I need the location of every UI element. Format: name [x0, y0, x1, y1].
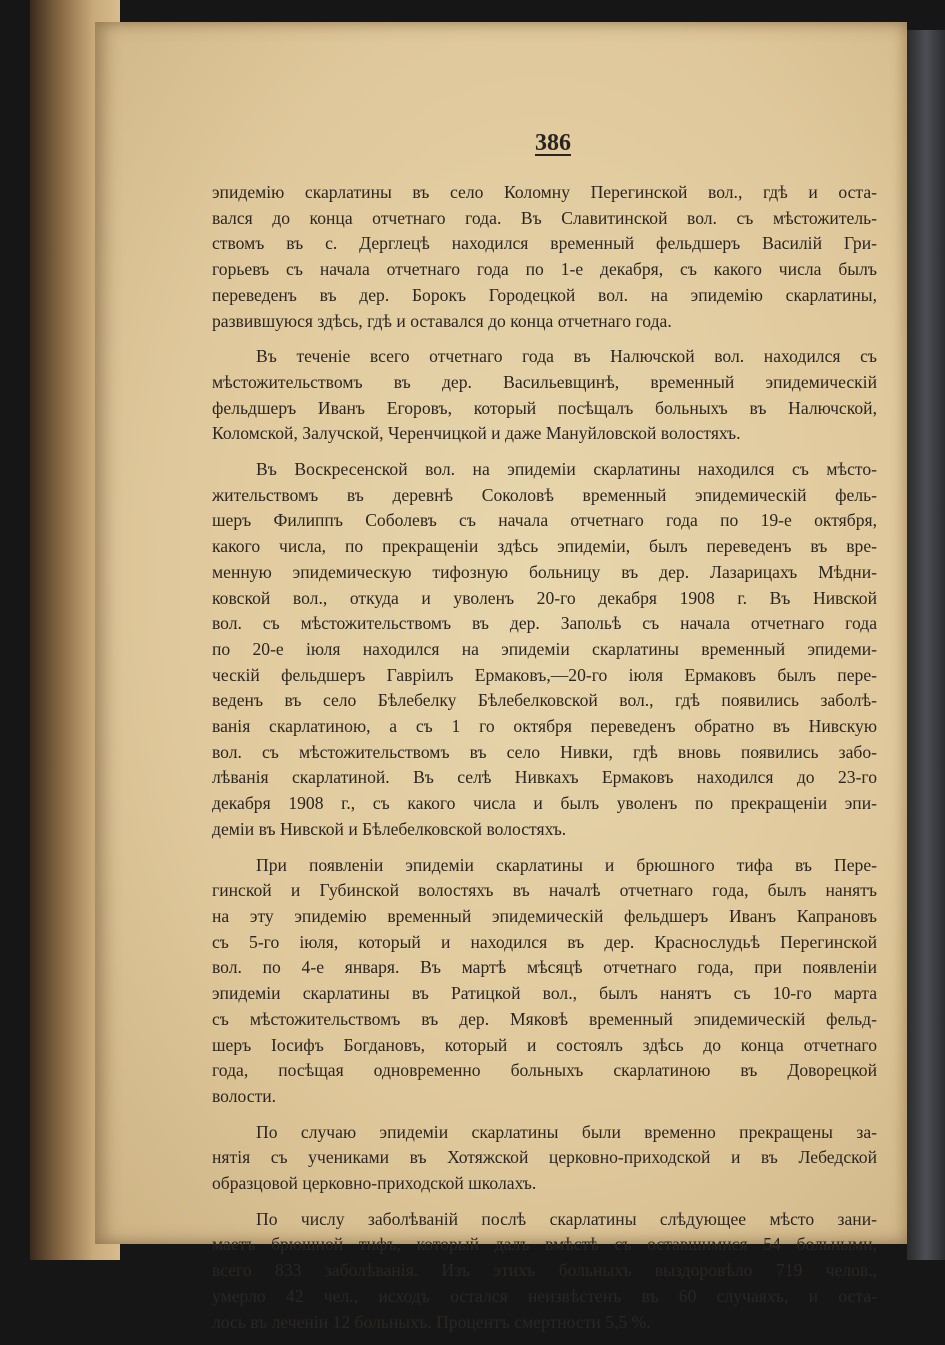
text-line: эпидеміи скарлатины въ Ратицкой вол., былъ нанятъ съ 10-го марта: [212, 983, 877, 1004]
text-line: горьевъ съ начала отчетнаго года по 1-е декабря, съ какого числа былъ: [212, 259, 877, 280]
text-line: декабря 1908 г., съ какого числа и былъ уволенъ по прекращеніи эпи-: [212, 793, 877, 814]
text-line: Коломской, Залучской, Черенчицкой и даже Мануйловской волостяхъ.: [212, 423, 741, 444]
text-line: эпидемію скарлатины въ село Коломну Перегинской вол., гдѣ и оста-: [212, 182, 877, 202]
page-number: 386: [535, 130, 571, 156]
text-line: съ мѣстожительствомъ въ дер. Мяковѣ временный эпидемическій фельд-: [212, 1008, 877, 1029]
text-line: умерло 42 чел., исходъ остался неизвѣстенъ въ 60 случаяхъ, и оста-: [212, 1285, 877, 1306]
text-line: гинской и Губинской волостяхъ въ началѣ отчетнаго года, былъ нанятъ: [212, 880, 877, 901]
paragraph-5: [212, 1120, 877, 1197]
page-body: [212, 180, 877, 1345]
text-line: всего 833 заболѣванія. Изъ этихъ больныхъ выздоровѣло 719 челов.,: [212, 1260, 877, 1281]
text-line: ческій фельдшеръ Гавріилъ Ермаковъ,—20-го іюля Ермаковъ былъ пере-: [212, 664, 877, 685]
text-line: вался до конца отчетнаго года. Въ Славитинской вол. съ мѣстожитель-: [212, 207, 877, 228]
text-line: лось въ леченіи 12 больныхъ. Процентъ смертности 5,5 %.: [212, 1311, 651, 1332]
text-line: При появленіи эпидеміи скарлатины и брюшного тифа въ Пере-: [256, 854, 877, 875]
scanner-background-strip: [907, 30, 945, 1260]
text-line: шеръ Филиппъ Соболевъ съ начала отчетнаго года по 19-е октября,: [212, 510, 877, 531]
paragraph-2: [212, 344, 877, 447]
paragraph-6: [212, 1207, 877, 1336]
text-line: веденъ въ село Бѣлебелку Бѣлебелковской вол., гдѣ появились заболѣ-: [212, 690, 877, 711]
text-line: ванія скарлатиною, а съ 1 го октября переведенъ обратно въ Нивскую: [212, 716, 877, 737]
text-line: на эту эпидемію временный эпидемическій фельдшеръ Иванъ Капрановъ: [212, 905, 877, 926]
text-line: Въ теченіе всего отчетнаго года въ Налючской вол. находился съ: [256, 346, 877, 367]
text-line: вол. по 4-е января. Въ мартѣ мѣсяцѣ отчетнаго года, при появленіи: [212, 957, 877, 978]
text-line: жительствомъ въ деревнѣ Соколовѣ временный эпидемическій фель-: [212, 484, 877, 505]
text-line: ствомъ въ с. Дерглецѣ находился временный фельдшеръ Василій Гри-: [212, 233, 877, 254]
text-line: съ 5-го іюля, который и находился въ дер. Краснослудьѣ Перегинской: [212, 931, 877, 952]
text-line: года, посѣщая одновременно больныхъ скарлатиною въ Доворецкой: [212, 1060, 877, 1081]
paragraph-1: [212, 180, 877, 334]
paragraph-3: [212, 457, 877, 843]
text-line: ковской вол., откуда и уволенъ 20-го декабря 1908 г. Въ Нивской: [212, 587, 877, 608]
text-line: образцовой церковно-приходской школахъ.: [212, 1173, 537, 1194]
text-line: маетъ брюшной тифъ, который далъ вмѣстѣ съ оставшимися 54 больными,: [212, 1234, 877, 1255]
text-line: По случаю эпидеміи скарлатины были временно прекращены за-: [256, 1121, 877, 1142]
text-line: вол. съ мѣстожительствомъ въ село Нивки, гдѣ вновь появились забо-: [212, 741, 877, 762]
text-line: по 20-е іюля находился на эпидеміи скарлатины временный эпидеми-: [212, 638, 877, 659]
text-line: мѣстожительствомъ въ дер. Васильевщинѣ, временный эпидемическій: [212, 371, 877, 392]
paragraph-4: [212, 853, 877, 1110]
text-line: шеръ Іосифъ Богдановъ, который и состоялъ здѣсь до конца отчетнаго: [212, 1034, 877, 1055]
text-line: развившуюся здѣсь, гдѣ и оставался до конца отчетнаго года.: [212, 310, 672, 331]
text-line: переведенъ въ дер. Борокъ Городецкой вол. на эпидемію скарлатины,: [212, 284, 877, 305]
text-line: По числу заболѣваній послѣ скарлатины слѣдующее мѣсто зани-: [256, 1208, 877, 1229]
text-line: вол. съ мѣстожительствомъ въ дер. Запольѣ съ начала отчетнаго года: [212, 613, 877, 634]
text-line: менную эпидемическую тифозную больницу въ дер. Лазарицахъ Мѣдни-: [212, 561, 877, 582]
text-line: Въ Воскресенской вол. на эпидеміи скарлатины находился съ мѣсто-: [256, 459, 877, 480]
text-line: волости.: [212, 1085, 277, 1106]
text-line: деміи въ Нивской и Бѣлебелковской волостяхъ.: [212, 818, 567, 839]
text-line: лѣванія скарлатиной. Въ селѣ Нивкахъ Ермаковъ находился до 23-го: [212, 767, 877, 788]
text-line: нятія съ учениками въ Хотяжской церковно-приходской и въ Лебедской: [212, 1147, 877, 1168]
text-line: какого числа, по прекращеніи здѣсь эпидеміи, былъ переведенъ въ вре-: [212, 536, 877, 557]
text-line: фельдшеръ Иванъ Егоровъ, который посѣщалъ больныхъ въ Налючской,: [212, 397, 877, 418]
